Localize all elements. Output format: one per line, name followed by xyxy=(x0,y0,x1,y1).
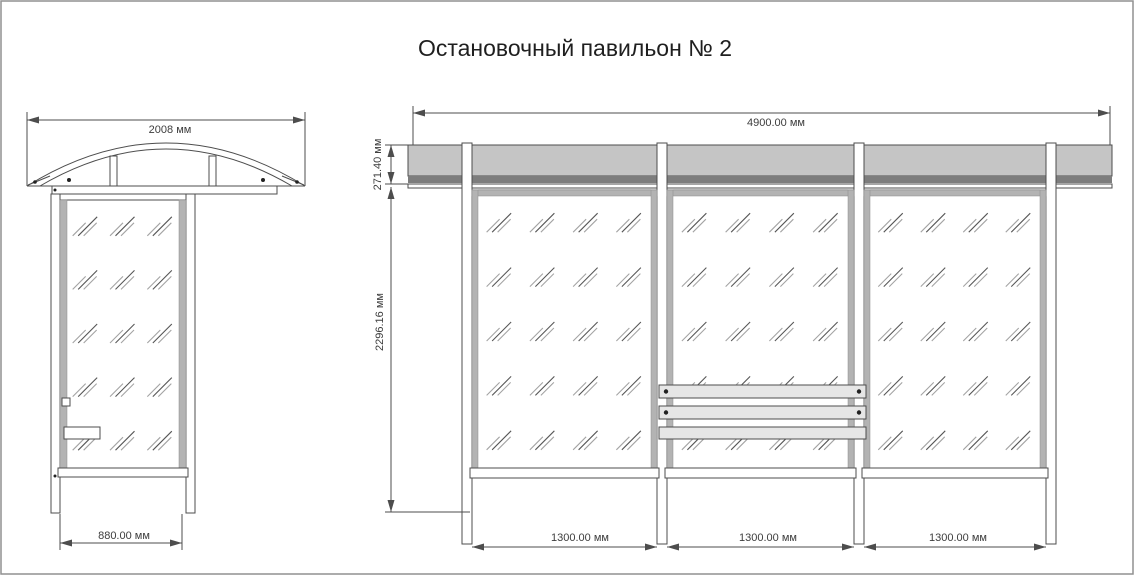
glass-hatch-mark xyxy=(926,322,945,341)
glass-hatch-mark xyxy=(541,382,554,395)
side-view xyxy=(27,112,305,550)
glass-hatch-mark xyxy=(78,217,97,236)
glass-hatch-mark xyxy=(969,213,988,232)
side-dim-base-width xyxy=(60,514,182,550)
glass-hatch-mark xyxy=(541,437,554,450)
glass-hatch-mark xyxy=(921,274,934,287)
post xyxy=(854,143,864,544)
glass-hatch-mark xyxy=(1017,219,1030,232)
glass-hatch-mark xyxy=(573,219,586,232)
post xyxy=(657,143,667,544)
glass-hatch-mark xyxy=(932,437,945,450)
glass-hatch-mark xyxy=(889,382,902,395)
glass-hatch-mark xyxy=(775,322,794,341)
glass-hatch-mark xyxy=(579,213,598,232)
bolt-icon xyxy=(33,180,37,184)
glass-hatch-mark xyxy=(889,328,902,341)
glass-hatch-mark xyxy=(579,376,598,395)
glass-hatch-mark xyxy=(616,328,629,341)
page-title: Остановочный павильон № 2 xyxy=(417,35,733,61)
glass-hatch-mark xyxy=(110,330,123,343)
glass-hatch-mark xyxy=(530,274,543,287)
glass-hatch-mark xyxy=(73,330,86,343)
panel-frame-strip xyxy=(1040,190,1046,468)
dim-arrow-up-icon xyxy=(388,145,395,157)
glass-hatch-mark xyxy=(1017,274,1030,287)
glass-hatch-mark xyxy=(579,268,598,287)
bench-slat xyxy=(659,385,866,398)
glass-hatch-mark xyxy=(884,431,903,450)
glass-hatch-mark xyxy=(147,276,160,289)
bench-slat xyxy=(659,406,866,419)
glass-hatch-mark xyxy=(884,268,903,287)
glass-hatch-mark xyxy=(1006,219,1019,232)
glass-hatch-mark xyxy=(969,376,988,395)
glass-pane xyxy=(878,213,1030,450)
glass-hatch-mark xyxy=(573,274,586,287)
panel-width-label-3: 1300.00 мм xyxy=(929,532,987,544)
glass-hatch-mark xyxy=(541,219,554,232)
glass-hatch-mark xyxy=(726,219,739,232)
glass-hatch-mark xyxy=(584,328,597,341)
glass-hatch-mark xyxy=(884,322,903,341)
glass-hatch-mark xyxy=(158,223,171,236)
glass-hatch-mark xyxy=(627,382,640,395)
glass-hatch-mark xyxy=(974,328,987,341)
bolt-icon xyxy=(67,178,71,182)
glass-hatch-mark xyxy=(969,268,988,287)
dim-arrow-down-icon xyxy=(388,172,395,184)
glass-hatch-mark xyxy=(110,437,123,450)
glass-hatch-mark xyxy=(158,437,171,450)
front-dim-total-width xyxy=(413,106,1110,145)
glass-hatch-mark xyxy=(535,268,554,287)
glass-hatch-mark xyxy=(884,376,903,395)
panel-frame-strip xyxy=(472,190,657,196)
glass-hatch-mark xyxy=(121,330,134,343)
glass-hatch-mark xyxy=(492,213,511,232)
dim-arrow-up-icon xyxy=(388,187,395,199)
panel-width-label-2: 1300.00 мм xyxy=(739,532,797,544)
side-base-width-label: 880.00 мм xyxy=(98,530,150,542)
glass-hatch-mark xyxy=(616,219,629,232)
glass-hatch-mark xyxy=(121,384,134,397)
glass-hatch-mark xyxy=(153,324,172,343)
glass-hatch-mark xyxy=(687,213,706,232)
front-wall-height-label: 2296.16 мм xyxy=(374,293,386,351)
bolt-icon xyxy=(664,389,668,393)
panel-frame-strip xyxy=(179,200,186,468)
glass-hatch-mark xyxy=(921,437,934,450)
glass-hatch-mark xyxy=(84,276,97,289)
glass-hatch-mark xyxy=(541,328,554,341)
front-dim-panel-1 xyxy=(472,532,657,551)
glass-hatch-mark xyxy=(530,382,543,395)
glass-hatch-mark xyxy=(775,268,794,287)
front-dim-wall-height xyxy=(374,187,470,512)
header-rail xyxy=(408,184,1112,188)
glass-hatch-mark xyxy=(153,431,172,450)
glass-hatch-mark xyxy=(921,219,934,232)
glass-hatch-mark xyxy=(932,219,945,232)
glass-hatch-mark xyxy=(487,219,500,232)
glass-hatch-mark xyxy=(1017,328,1030,341)
glass-hatch-mark xyxy=(573,382,586,395)
glass-hatch-mark xyxy=(737,328,750,341)
glass-hatch-mark xyxy=(1006,274,1019,287)
glass-hatch-mark xyxy=(498,437,511,450)
glass-hatch-mark xyxy=(541,274,554,287)
panel-frame-strip xyxy=(651,190,657,468)
glass-hatch-mark xyxy=(775,213,794,232)
dim-arrow-left-icon xyxy=(27,117,39,124)
glass-hatch-mark xyxy=(147,437,160,450)
glass-hatch-mark xyxy=(687,322,706,341)
glass-hatch-mark xyxy=(974,274,987,287)
front-dim-panel-3 xyxy=(864,532,1046,551)
glass-hatch-mark xyxy=(878,328,891,341)
glass-hatch-mark xyxy=(884,213,903,232)
glass-hatch-mark xyxy=(73,276,86,289)
glass-hatch-mark xyxy=(116,431,135,450)
glass-hatch-mark xyxy=(921,382,934,395)
glass-hatch-mark xyxy=(158,384,171,397)
glass-pane xyxy=(487,213,641,450)
side-roof-canopy xyxy=(27,143,305,194)
glass-hatch-mark xyxy=(158,276,171,289)
dim-arrow-left-icon xyxy=(60,540,72,547)
glass-hatch-mark xyxy=(889,219,902,232)
bolt-icon xyxy=(664,410,668,414)
glass-hatch-mark xyxy=(116,324,135,343)
glass-pane xyxy=(73,217,172,450)
glass-hatch-mark xyxy=(84,384,97,397)
glass-hatch-mark xyxy=(84,223,97,236)
panel-frame-strip xyxy=(864,190,870,468)
side-roof-width-label: 2008 мм xyxy=(148,124,192,136)
canopy-end-cap-right xyxy=(282,176,304,185)
glass-hatch-mark xyxy=(573,328,586,341)
glass-hatch-mark xyxy=(889,437,902,450)
panel-bottom-rail xyxy=(862,468,1048,478)
glass-hatch-mark xyxy=(878,219,891,232)
glass-hatch-mark xyxy=(153,378,172,397)
bench-bracket xyxy=(62,398,70,406)
glass-hatch-mark xyxy=(813,328,826,341)
glass-hatch-mark xyxy=(921,328,934,341)
glass-hatch-mark xyxy=(73,384,86,397)
panel-frame-strip xyxy=(848,190,854,468)
glass-hatch-mark xyxy=(889,274,902,287)
glass-hatch-mark xyxy=(824,328,837,341)
glass-hatch-mark xyxy=(535,213,554,232)
panel-width-label-1: 1300.00 мм xyxy=(551,532,609,544)
glass-hatch-mark xyxy=(616,382,629,395)
side-wall-panel xyxy=(51,194,195,513)
front-view xyxy=(372,106,1112,551)
glass-hatch-mark xyxy=(487,382,500,395)
glass-hatch-mark xyxy=(974,219,987,232)
glass-hatch-mark xyxy=(158,330,171,343)
glass-hatch-mark xyxy=(584,382,597,395)
glass-hatch-mark xyxy=(813,219,826,232)
glass-hatch-mark xyxy=(963,219,976,232)
canopy-strut-left xyxy=(110,156,117,186)
front-total-width-label: 4900.00 мм xyxy=(747,117,805,129)
glass-hatch-mark xyxy=(121,437,134,450)
panel-bottom-rail xyxy=(665,468,856,478)
glass-hatch-mark xyxy=(974,382,987,395)
glass-hatch-mark xyxy=(878,274,891,287)
glass-hatch-mark xyxy=(878,382,891,395)
glass-hatch-mark xyxy=(819,268,838,287)
glass-hatch-mark xyxy=(121,223,134,236)
panel-bottom-rail xyxy=(470,468,659,478)
glass-hatch-mark xyxy=(535,322,554,341)
dim-arrow-left-icon xyxy=(667,544,679,551)
glass-hatch-mark xyxy=(878,437,891,450)
canopy-end-cap-left xyxy=(28,176,50,185)
glass-hatch-mark xyxy=(492,322,511,341)
glass-hatch-mark xyxy=(584,437,597,450)
glass-hatch-mark xyxy=(622,431,641,450)
glass-hatch-mark xyxy=(1006,437,1019,450)
dim-arrow-right-icon xyxy=(1034,544,1046,551)
glass-hatch-mark xyxy=(487,437,500,450)
glass-hatch-mark xyxy=(616,437,629,450)
glass-hatch-mark xyxy=(819,213,838,232)
panel-frame-strip xyxy=(667,190,854,196)
glass-hatch-mark xyxy=(932,328,945,341)
glass-hatch-mark xyxy=(682,274,695,287)
glass-hatch-mark xyxy=(530,437,543,450)
front-roof xyxy=(408,145,1112,188)
glass-hatch-mark xyxy=(813,274,826,287)
glass-hatch-mark xyxy=(487,328,500,341)
glass-hatch-mark xyxy=(926,376,945,395)
bolt-icon xyxy=(54,475,57,478)
glass-hatch-mark xyxy=(731,322,750,341)
glass-hatch-mark xyxy=(693,274,706,287)
glass-hatch-mark xyxy=(153,217,172,236)
glass-hatch-mark xyxy=(110,223,123,236)
glass-hatch-mark xyxy=(769,328,782,341)
glass-hatch-mark xyxy=(579,322,598,341)
glass-hatch-mark xyxy=(1006,328,1019,341)
panel-bottom-rail xyxy=(58,468,188,477)
glass-hatch-mark xyxy=(963,274,976,287)
glass-panel-1 xyxy=(470,190,659,478)
glass-hatch-mark xyxy=(492,431,511,450)
dim-arrow-left-icon xyxy=(413,110,425,117)
glass-hatch-mark xyxy=(498,274,511,287)
dim-arrow-left-icon xyxy=(864,544,876,551)
post xyxy=(1046,143,1056,544)
glass-hatch-mark xyxy=(769,274,782,287)
glass-hatch-mark xyxy=(153,270,172,289)
dim-arrow-right-icon xyxy=(170,540,182,547)
glass-hatch-mark xyxy=(73,223,86,236)
glass-hatch-mark xyxy=(693,219,706,232)
glass-hatch-mark xyxy=(116,270,135,289)
glass-hatch-mark xyxy=(932,382,945,395)
glass-hatch-mark xyxy=(622,322,641,341)
dim-arrow-left-icon xyxy=(472,544,484,551)
front-dim-panel-2 xyxy=(667,532,854,551)
glass-hatch-mark xyxy=(769,219,782,232)
glass-hatch-mark xyxy=(627,328,640,341)
glass-hatch-mark xyxy=(498,382,511,395)
glass-hatch-mark xyxy=(963,328,976,341)
glass-hatch-mark xyxy=(579,431,598,450)
glass-hatch-mark xyxy=(78,270,97,289)
glass-hatch-mark xyxy=(1011,268,1030,287)
glass-hatch-mark xyxy=(78,324,97,343)
glass-hatch-mark xyxy=(1017,382,1030,395)
canopy-inner-arc xyxy=(40,149,292,186)
glass-hatch-mark xyxy=(116,378,135,397)
dim-arrow-down-icon xyxy=(388,500,395,512)
glass-hatch-mark xyxy=(780,274,793,287)
glass-hatch-mark xyxy=(726,328,739,341)
post xyxy=(462,143,472,544)
glass-hatch-mark xyxy=(78,378,97,397)
bolt-icon xyxy=(261,178,265,182)
glass-hatch-mark xyxy=(969,322,988,341)
dim-arrow-right-icon xyxy=(1098,110,1110,117)
glass-hatch-mark xyxy=(693,328,706,341)
glass-hatch-mark xyxy=(627,219,640,232)
dim-arrow-right-icon xyxy=(842,544,854,551)
panel-frame-strip xyxy=(472,190,478,468)
glass-hatch-mark xyxy=(1017,437,1030,450)
glass-hatch-mark xyxy=(932,274,945,287)
front-dim-roof-height xyxy=(372,139,409,191)
glass-hatch-mark xyxy=(530,219,543,232)
glass-hatch-mark xyxy=(737,274,750,287)
glass-hatch-mark xyxy=(824,219,837,232)
glass-hatch-mark xyxy=(780,328,793,341)
glass-hatch-mark xyxy=(963,382,976,395)
glass-hatch-mark xyxy=(584,219,597,232)
glass-hatch-mark xyxy=(110,276,123,289)
glass-hatch-mark xyxy=(622,268,641,287)
glass-hatch-mark xyxy=(627,437,640,450)
glass-hatch-mark xyxy=(969,431,988,450)
glass-hatch-mark xyxy=(737,219,750,232)
roof-edge-band xyxy=(408,176,1112,183)
glass-hatch-mark xyxy=(584,274,597,287)
side-post-right xyxy=(186,194,195,513)
glass-hatch-mark xyxy=(616,274,629,287)
side-post-left xyxy=(51,194,60,513)
glass-hatch-mark xyxy=(1011,376,1030,395)
glass-hatch-mark xyxy=(535,431,554,450)
glass-hatch-mark xyxy=(498,219,511,232)
glass-hatch-mark xyxy=(1006,382,1019,395)
canopy-strut-right xyxy=(209,156,216,186)
glass-hatch-mark xyxy=(487,274,500,287)
front-roof-height-label: 271.40 мм xyxy=(372,138,384,191)
glass-hatch-mark xyxy=(147,384,160,397)
canopy-beam xyxy=(52,186,277,194)
glass-hatch-mark xyxy=(147,330,160,343)
glass-hatch-mark xyxy=(682,328,695,341)
glass-hatch-mark xyxy=(535,376,554,395)
glass-hatch-mark xyxy=(622,213,641,232)
glass-hatch-mark xyxy=(116,217,135,236)
glass-hatch-mark xyxy=(1011,322,1030,341)
bench-slat xyxy=(659,427,866,439)
glass-hatch-mark xyxy=(731,213,750,232)
glass-hatch-mark xyxy=(824,274,837,287)
glass-hatch-mark xyxy=(682,219,695,232)
glass-hatch-mark xyxy=(780,219,793,232)
glass-hatch-mark xyxy=(1011,431,1030,450)
glass-hatch-mark xyxy=(1011,213,1030,232)
glass-hatch-mark xyxy=(819,322,838,341)
glass-hatch-mark xyxy=(963,437,976,450)
glass-panel-3 xyxy=(862,190,1048,478)
bench-seat-profile xyxy=(64,427,100,439)
glass-hatch-mark xyxy=(147,223,160,236)
glass-hatch-mark xyxy=(731,268,750,287)
page-border xyxy=(1,1,1133,574)
glass-hatch-mark xyxy=(84,330,97,343)
bolt-icon xyxy=(857,410,861,414)
glass-hatch-mark xyxy=(492,268,511,287)
glass-hatch-mark xyxy=(926,268,945,287)
glass-hatch-mark xyxy=(974,437,987,450)
glass-hatch-mark xyxy=(926,213,945,232)
front-posts xyxy=(462,143,1056,544)
roof-band xyxy=(408,145,1112,176)
bolt-icon xyxy=(295,180,299,184)
glass-hatch-mark xyxy=(687,268,706,287)
glass-hatch-mark xyxy=(530,328,543,341)
glass-hatch-mark xyxy=(121,276,134,289)
glass-hatch-mark xyxy=(110,384,123,397)
panel-frame-strip xyxy=(667,190,673,468)
bench xyxy=(659,385,866,439)
bolt-icon xyxy=(857,389,861,393)
glass-hatch-mark xyxy=(573,437,586,450)
dim-arrow-right-icon xyxy=(645,544,657,551)
panel-frame-strip xyxy=(864,190,1046,196)
glass-hatch-mark xyxy=(622,376,641,395)
dim-arrow-right-icon xyxy=(293,117,305,124)
glass-hatch-mark xyxy=(498,328,511,341)
glass-hatch-mark xyxy=(926,431,945,450)
bolt-icon xyxy=(54,189,57,192)
glass-hatch-mark xyxy=(627,274,640,287)
glass-hatch-mark xyxy=(726,274,739,287)
panel-top-rail xyxy=(60,194,186,200)
glass-hatch-mark xyxy=(492,376,511,395)
